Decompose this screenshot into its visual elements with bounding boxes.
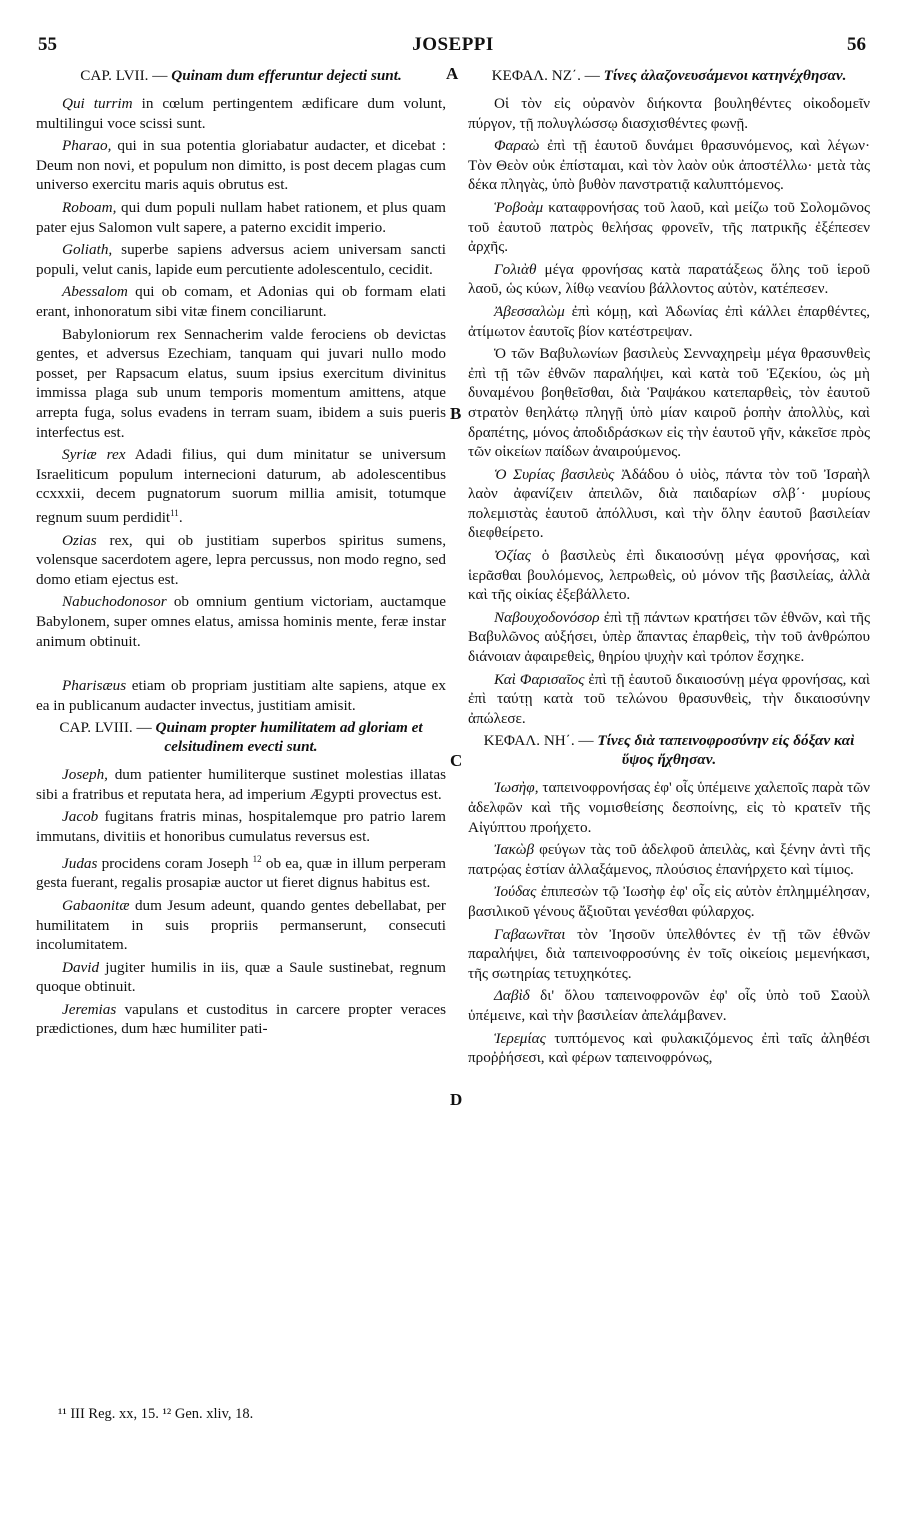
person-name: Gabaonitæ [62, 896, 130, 914]
person-name: Ἀβεσσαλὼμ [494, 302, 565, 320]
page-number-left: 55 [38, 34, 57, 55]
person-name: Roboam, [62, 198, 117, 216]
paragraph-text: τυπτόμενος καὶ φυλακιζόμενος ἐπὶ ταῖς ἀληθέσι προῤῥήσεσι, καὶ φέρων ταπεινοφρόνως, [468, 1029, 870, 1067]
paragraph-text: μέγα φρονήσας κατὰ παρατάξεως ὅλης τοῦ ἱεροῦ λαοῦ, ὡς κύων, λίθῳ νεανίου βάλλοντος αὐτὸν, κατέπεσεν. [468, 260, 870, 298]
paragraph [468, 344, 870, 462]
footnote-ref: 11 [170, 507, 179, 518]
paragraph-text: ob omnium gentium victoriam, auctamque Babylonem, super omnes elatus, amissa hominis mente, feræ instar animum obtinuit. [36, 593, 446, 650]
person-name: Nabuchodonosor [62, 593, 167, 611]
paragraph-tail: ob ea, quæ in illum perperam gesta fuerant, regalis prosapiæ auctor ut fieret dignus habitus est. [36, 854, 446, 892]
paragraph-text: fugitans fratris minas, hospitalemque pro patrio larem immutans, divitiis et honoribus cumulatus reversus est. [36, 808, 446, 846]
person-name: Γολιὰθ [494, 260, 537, 278]
person-name: Ozias [62, 531, 97, 549]
paragraph-text: superbe sapiens adversus aciem universam sancti populi, velut canis, lapide eum percutiente adolescentulo, cecidit. [36, 241, 446, 278]
paragraph-text: τὸν Ἰησοῦν ὑπελθόντες ἐν τῇ τῶν ἐθνῶν παραλήψει, διὰ ταπεινοφροσύνης ἐν τοῖς οἰκείοις μεμενήκασι, τῆς σωτηρίας τετυχηκότες. [468, 925, 870, 982]
greek-column [468, 66, 870, 1071]
paragraph [36, 445, 446, 527]
person-name: Syriæ rex [62, 446, 126, 464]
paragraph [36, 282, 446, 321]
paragraph [36, 765, 446, 804]
paragraph [36, 676, 446, 715]
margin-letter-c: C [450, 751, 463, 770]
paragraph-text: Οἱ τὸν εἰς οὐρανὸν διήκοντα βουληθέντες οἰκοδομεῖν πύργον, τῇ πολυγλώσσῳ διασχισθέντες φωνῇ. [468, 95, 870, 132]
paragraph-text: Ἀδάδου ὁ υἱὸς, πάντα τὸν τοῦ Ἰσραὴλ λαὸν ἀφανίζειν ἀπειλῶν, διὰ παιδαρίων σλβ΄· μυρίους πολεμιστὰς ἑαυτοῦ ἀπόλλυσι, καὶ τὴν ὅλην ἑαυτοῦ βασιλείαν διεφθείρετο. [468, 465, 870, 542]
person-name: Jacob [62, 808, 99, 826]
paragraph [468, 198, 870, 257]
paragraph [468, 840, 870, 879]
person-name: Judas [62, 854, 98, 872]
paragraph-text: vapulans et custoditus in carcere propter veraces prædictiones, dum hæc humiliter pati- [36, 1000, 446, 1038]
margin-letter-a: A [446, 64, 459, 83]
paragraph-text: ὁ βασιλεὺς ἐπὶ δικαιοσύνῃ μέγα φρονήσας, καὶ ἱερᾶσθαι βουλόμενος, λεπρωθεὶς, οὐ μόνον τῆς βασιλείας, ἀλλὰ καὶ τῆς οἰκίας ἐξεβάλλετο. [468, 547, 870, 604]
paragraph [468, 925, 870, 984]
paragraph-text: qui dum populi nullam habet rationem, et plus quam pater ejus Salomon vult sapere, a paterno excidit imperio. [36, 198, 446, 236]
paragraph [468, 882, 870, 921]
paragraph-text: ἐπὶ τῇ ἑαυτοῦ δυνάμει θρασυνόμενος, καὶ λέγων· Τὸν Θεὸν οὐκ ἐπίσταμαι, καὶ τὸν λαὸν οὐκ ἀποστέλλω· μετὰ τὰς δέκα πληγὰς, ὑπὸ βυθὸν πανστρατιᾷ καλυπτόμενος. [468, 137, 870, 194]
paragraph [36, 958, 446, 997]
person-name: Abessalom [62, 283, 128, 301]
paragraph-tail: . [178, 508, 183, 526]
person-name: Ναβουχοδονόσορ [494, 608, 600, 626]
margin-letter-b: B [450, 404, 462, 423]
paragraph-text: qui in sua potentia gloriabatur audacter, et dicebat : Deum non novi, et populum non dimitto, is post decem plagas cum universo exercitu maris aquis obrutus est. [36, 137, 446, 194]
paragraph [468, 260, 870, 299]
paragraph-text: ἐπιπεσὼν τῷ Ἰωσὴφ ἐφ' οἷς εἰς αὐτὸν ἐπλημμέλησαν, βασιλικοῦ γένους ἄξιοῦται γενέσθαι φύλαρχος. [468, 883, 870, 920]
person-name: Φαραὼ [494, 137, 540, 155]
person-name: Ἰούδας [494, 883, 537, 901]
paragraph-text: jugiter humilis in iis, quæ a Saule sustinebat, regnum quoque obtinuit. [36, 958, 446, 996]
page-number-right: 56 [847, 34, 866, 55]
paragraph-text: ἐπὶ τῇ ἑαυτοῦ δικαιοσύνῃ μέγα φρονήσας, καὶ ἐπὶ ταύτῃ κατὰ τοῦ τελώνου θρασυνθεὶς, τὴν δικαιοσύνην ἀπώλεσε. [468, 670, 870, 727]
paragraph-text: καταφρονήσας τοῦ λαοῦ, καὶ μείζω τοῦ Σολομῶνος τοῦ ἑαυτοῦ πατρὸς θελήσας φρονεῖν, τῆς πατρικῆς ἐξέπεσεν ἀρχῆς. [468, 198, 870, 256]
person-name: Δαβὶδ [494, 987, 530, 1005]
person-name: Pharao, [62, 137, 112, 155]
paragraph [468, 608, 870, 667]
paragraph-text: dum Jesum adeunt, quando gentes debellabat, per humilitatem in suis propriis permanserunt, consecuti incolumitatem. [36, 896, 446, 954]
paragraph [36, 94, 446, 133]
paragraph [468, 670, 870, 729]
person-name: Ὁ Συρίας βασιλεὺς [494, 465, 615, 483]
footnotes: ¹¹ III Reg. xx, 15. ¹² Gen. xliv, 18. [58, 1406, 254, 1422]
latin-chapter-57-heading: CAP. LVII. — Quinam dum efferuntur dejecti sunt. [80, 67, 402, 84]
paragraph [468, 986, 870, 1025]
person-name: Pharisæus [62, 677, 127, 695]
paragraph-text: dum patienter humiliterque sustinet molestias illatas sibi a fratribus et reputata hera, ad imperium Ægypti provectus est. [36, 766, 446, 803]
paragraph-text: Babyloniorum rex Sennacherim valde ferociens ob devictas gentes, et adversus Ezechiam, tanquam qui juvari nullo modo posset, per Rapsacum elatus, suum ipsius exercitum divinitus immissa plaga sub unum temporis momentum amittens, atque arrepta fuga, solus evadens in terram suam, ibidem a suis pueris interfectus est. [36, 325, 446, 441]
paragraph-text: procidens coram Joseph [97, 854, 253, 872]
greek-chapter-58-heading: ΚΕΦΑΛ. ΝΗ΄. — Τίνες διὰ ταπεινοφροσύνην εἰς δόξαν καὶ ὕψος ἤχθησαν. [483, 732, 855, 769]
paragraph [468, 546, 870, 605]
person-name: Ἰωσὴφ [494, 779, 535, 797]
paragraph [468, 302, 870, 341]
paragraph [468, 1029, 870, 1068]
paragraph [36, 850, 446, 893]
paragraph-text: Ὁ τῶν Βαβυλωνίων βασιλεὺς Σενναχηρεὶμ μέγα θρασυνθεὶς ἐπὶ τῇ τῶν ἐθνῶν παραλήψει, καὶ κατὰ τοῦ Ἐζεκίου, ὡς μὴ δυναμένου βοηθεῖσθαι, διὰ Ῥαψάκου κατεπαρθεὶς, τὸν ἑαυτοῦ στρατὸν θεηλάτῳ πληγῇ ὑπὸ μίαν καιροῦ ῥοπὴν ἀπολλὺς, καὶ δραπέτης, μόνος ἀποδιδράσκων εἰς τὴν ἑαυτοῦ γῆν, κἀκεῖσε πρὸς τῶν οἰκείων παίδων ἀναιρούμενος. [468, 345, 870, 461]
paragraph-text: rex, qui ob justitiam superbos spiritus sumens, volensque sacerdotem agere, lepra percussus, non modo regno, sed domo etiam ejectus est. [36, 531, 446, 588]
margin-letter-d: D [450, 1090, 463, 1109]
person-name: David [62, 958, 100, 976]
person-name: Jeremias [62, 1000, 117, 1018]
paragraph-text: ἐπὶ κόμῃ, καὶ Ἀδωνίας ἐπὶ κάλλει ἐπαρθέντες, ἀτίμωτον ἑαυτοῖς βίον κατέστρεψαν. [468, 302, 870, 340]
paragraph [468, 136, 870, 195]
person-name: Qui turrim [62, 95, 133, 112]
paragraph [36, 531, 446, 590]
paragraph [36, 240, 446, 279]
paragraph-text: etiam ob propriam justitiam alte sapiens, atque ex ea in publicanum audacter invectus, justitiam amisit. [36, 677, 446, 714]
person-name: Γαβαωνῖται [494, 925, 566, 943]
paragraph [36, 592, 446, 651]
person-name: Ὀζίας [494, 547, 531, 565]
footnote-ref: 12 [252, 853, 262, 864]
paragraph [36, 136, 446, 195]
paragraph-text: in cœlum pertingentem ædificare dum volunt, multilingui voce scissi sunt. [36, 95, 446, 132]
paragraph-text: , ταπεινοφρονήσας ἐφ' οἷς ὑπέμεινε χαλεποῖς παρὰ τῶν ἀδελφῶν καὶ τῆς νομισθείσης δεσποίνης, εἰς τὸ κρατεῖν τῆς Αἰγύπτου προήχετο. [468, 779, 870, 836]
paragraph [36, 896, 446, 955]
person-name: Goliath, [62, 241, 113, 259]
paragraph-text: qui ob comam, et Adonias qui ob formam elati erant, inhonoratum sibi vitæ finem conciliarunt. [36, 283, 446, 320]
paragraph [468, 465, 870, 543]
paragraph [36, 325, 446, 443]
latin-chapter-58-heading: CAP. LVIII. — Quinam propter humilitatem ad gloriam et celsitudinem evecti sunt. [59, 719, 423, 756]
person-name: Ἰακὼβ [494, 841, 535, 859]
running-head: JOSEPPI [412, 34, 494, 55]
paragraph-text: Adadi filius, qui dum minitatur se universum Israeliticum populum internecioni daturum, ab adolescentibus ccxxxii, decem pugnatorum suorum millia amisit, totumque regnum suum perdidit [36, 446, 446, 526]
person-name: Καὶ Φαρισαῖος [494, 670, 585, 688]
paragraph [36, 807, 446, 846]
person-name: Joseph, [62, 766, 108, 784]
paragraph-text: φεύγων τὰς τοῦ ἀδελφοῦ ἀπειλὰς, καὶ ξένην ἀντὶ τῆς πατρῴας ἑστίαν ἀλλαξάμενος, πλούσιος ἐπανήρχετο καὶ τίμιος. [468, 841, 870, 878]
paragraph [36, 198, 446, 237]
paragraph-text: δι' ὅλου ταπεινοφρονῶν ἐφ' οἷς ὑπὸ τοῦ Σαοὺλ ὑπέμεινε, καὶ τὴν βασιλείαν ἀπελάμβανεν. [468, 987, 870, 1024]
person-name: Ῥοβοὰμ [494, 198, 544, 216]
person-name: Ἱερεμίας [494, 1029, 546, 1047]
paragraph [468, 94, 870, 133]
latin-column [36, 66, 446, 1042]
greek-chapter-57-heading: ΚΕΦΑΛ. ΝΖ΄. — Τίνες ἀλαζονευσάμενοι κατηνέχθησαν. [491, 67, 847, 84]
paragraph [36, 1000, 446, 1039]
paragraph-text: ἐπὶ τῇ πάντων κρατήσει τῶν ἐθνῶν, καὶ τῆς Βαβυλῶνος αὐξήσει, ὑπὲρ ἅπαντας ἐπαρθεὶς, τὴν τοῦ ἀνθρώπου διάνοιαν ἀφαιρεθεὶς, θηρίου ψυχὴν καὶ τρόπον ἔσχηκε. [468, 608, 870, 666]
paragraph [468, 778, 870, 837]
